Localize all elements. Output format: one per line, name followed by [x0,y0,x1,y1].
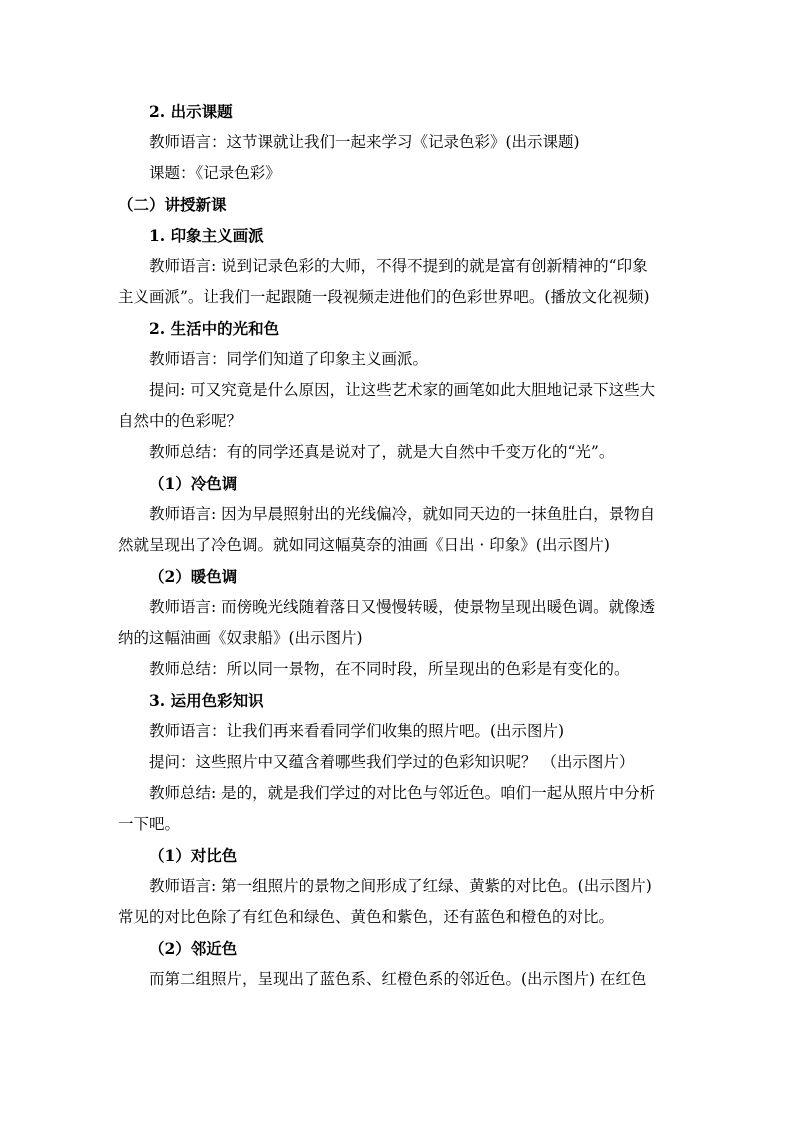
heading-light-color: 2. 生活中的光和色 [149,319,280,338]
heading-cool-tone: （1）冷色调 [149,474,238,493]
heading-new-lesson: （二）讲授新课 [118,195,227,214]
heading-show-topic: 2. 出示课题 [149,102,233,121]
heading-adjacent-color: （2）邻近色 [149,939,238,958]
paragraph-line: 课题：《记录色彩》 [149,164,281,182]
paragraph-line: 一下吧。 [118,815,181,833]
document-page [118,96,678,995]
heading-warm-tone: （2）暖色调 [149,567,238,586]
paragraph-line: 教师语言: 因为早晨照射出的光线偏冷，就如同天边的一抹鱼肚白，景物自 [149,505,656,523]
paragraph-line: 教师语言: 而傍晚光线随着落日又慢慢转暖，使景物呈现出暖色调。就像透 [149,598,656,616]
paragraph-line: 而第二组照片，呈现出了蓝色系、红橙色系的邻近色。(出示图片) 在红色 [149,970,647,988]
paragraph-line: 教师总结：有的同学还真是说对了，就是大自然中千变万化的“光”。 [149,443,615,461]
heading-apply-color: 3. 运用色彩知识 [149,691,264,710]
paragraph-line: 教师语言：同学们知道了印象主义画派。 [149,350,429,368]
paragraph-line: 提问: 可又究竟是什么原因，让这些艺术家的画笔如此大胆地记录下这些大 [149,381,656,399]
heading-impressionism: 1. 印象主义画派 [149,226,264,245]
paragraph-line: 纳的这幅油画《奴隶船》(出示图片) [118,629,363,647]
paragraph-line: 提问：这些照片中又蕴含着哪些我们学过的色彩知识呢？ （出示图片） [149,753,635,771]
heading-contrast-color: （1）对比色 [149,846,238,865]
paragraph-line: 自然中的色彩呢？ [118,412,243,430]
paragraph-line: 教师语言：让我们再来看看同学们收集的照片吧。(出示图片) [149,722,565,740]
paragraph-line: 教师总结: 是的，就是我们学过的对比色与邻近色。咱们一起从照片中分析 [149,784,656,802]
paragraph-line: 教师语言：这节课就让我们一起来学习《记录色彩》(出示课题) [149,133,580,151]
paragraph-line: 教师语言: 第一组照片的景物之间形成了红绿、黄紫的对比色。(出示图片) [149,877,652,895]
paragraph-line: 教师语言: 说到记录色彩的大师，不得不提到的就是富有创新精神的“印象 [149,257,648,275]
paragraph-line: 然就呈现出了冷色调。就如同这幅莫奈的油画《日出 · 印象》(出示图片) [118,536,610,554]
paragraph-line: 教师总结：所以同一景物，在不同时段，所呈现出的色彩是有变化的。 [149,660,630,678]
paragraph-line: 常见的对比色除了有红色和绿色、黄色和紫色，还有蓝色和橙色的对比。 [118,908,615,926]
paragraph-line: 主义画派”。让我们一起跟随一段视频走进他们的色彩世界吧。(播放文化视频) [118,288,650,306]
